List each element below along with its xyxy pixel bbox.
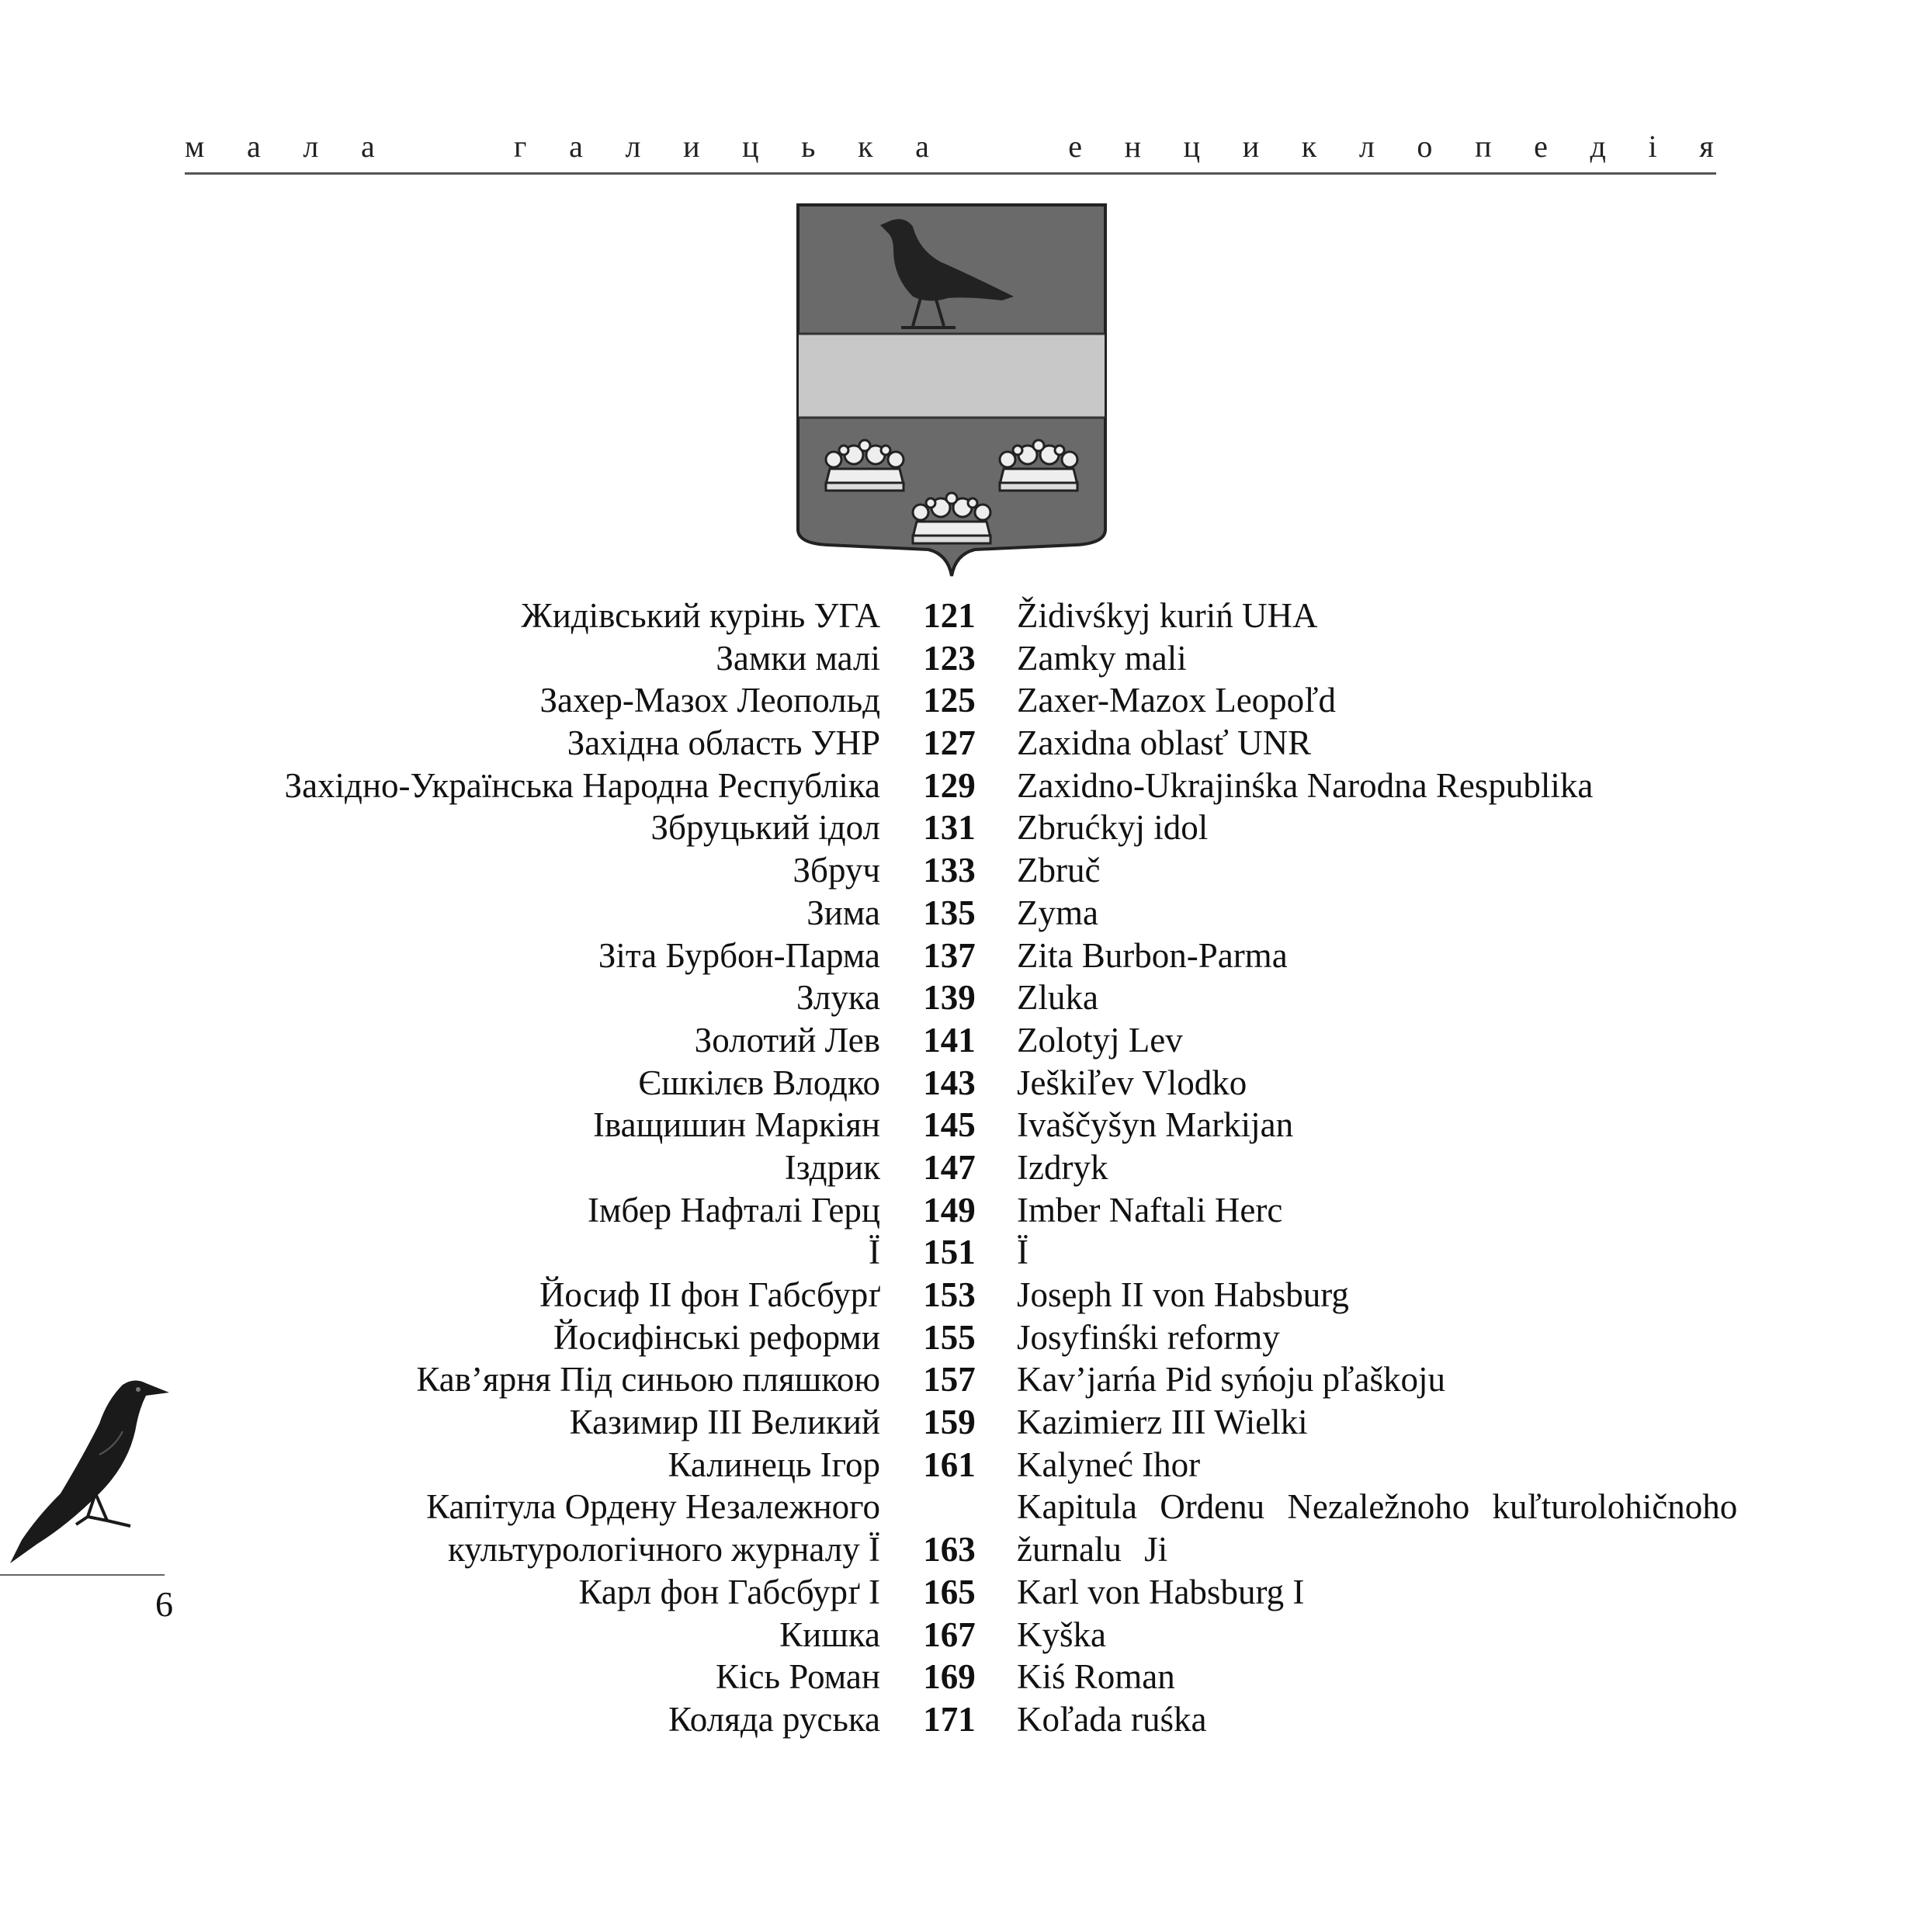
toc-title-ukr: Іздрик (784, 1147, 880, 1187)
toc-title-latin: Ješkiľev Vlodko (1017, 1063, 1247, 1102)
toc-title-ukr (426, 1486, 880, 1570)
toc-entry[interactable] (0, 1444, 1932, 1486)
toc-page-number: 167 (923, 1615, 976, 1654)
raven-illustration-icon (6, 1361, 193, 1571)
toc-title-ukr: Кісь Роман (715, 1657, 880, 1697)
toc-title-ukr: Західна область УНР (567, 723, 880, 763)
toc-entry[interactable] (0, 1698, 1932, 1741)
toc-title-ukr: Жидівський курінь УГА (521, 596, 880, 635)
toc-title-latin: Zaxidna oblasť UNR (1017, 723, 1312, 763)
bird-rule (0, 1574, 165, 1576)
toc-title-ukr: Йосиф ІІ фон Габсбурґ (539, 1275, 880, 1314)
toc-entry[interactable] (0, 722, 1932, 765)
toc-title-latin: Joseph II von Habsburg (1017, 1275, 1349, 1314)
header-letter: д (1590, 128, 1606, 164)
toc-title-latin: Kiś Roman (1017, 1657, 1175, 1697)
toc-title-ukr: Імбер Нафталі Герц (587, 1190, 880, 1230)
header-letter: ь (801, 128, 816, 164)
toc-title-ukr: Єшкілєв Влодко (638, 1063, 880, 1102)
toc-entry[interactable] (0, 637, 1932, 680)
toc-entry[interactable] (0, 1062, 1932, 1105)
toc-page-number: 123 (923, 638, 976, 678)
toc-entry[interactable] (0, 1189, 1932, 1232)
header-letter: а (569, 128, 583, 164)
toc-page-number: 127 (923, 723, 976, 763)
header-letter: е (1068, 128, 1082, 164)
toc-page-number: 135 (923, 893, 976, 932)
header-letter: л (625, 128, 641, 164)
toc-page-number: 155 (923, 1317, 976, 1357)
header-letter: е (1534, 128, 1548, 164)
toc-title-ukr: Захер-Мазох Леопольд (539, 681, 880, 720)
toc-page-number: 137 (923, 935, 976, 975)
toc-title-ukr: Кишка (779, 1615, 880, 1654)
header-letter: н (1124, 128, 1141, 164)
toc-title-latin: Kalyneć Ihor (1017, 1445, 1201, 1484)
toc-page-number: 145 (923, 1105, 976, 1145)
toc-title-ukr: Злука (796, 978, 880, 1018)
running-header (185, 128, 1714, 164)
toc-title-latin: Zbrućkyj idol (1017, 808, 1209, 848)
toc-page-number: 151 (923, 1233, 976, 1272)
toc-entry[interactable] (0, 849, 1932, 892)
toc-entry[interactable] (0, 935, 1932, 977)
toc-title-latin: Zita Burbon-Parma (1017, 935, 1288, 975)
toc-page-number: 121 (923, 596, 976, 635)
toc-title-latin: Josyfinśki reformy (1017, 1317, 1280, 1357)
toc-entry[interactable] (0, 1104, 1932, 1146)
toc-title-latin: Zaxer-Mazox Leopoľd (1017, 681, 1336, 720)
header-letter: л (303, 128, 319, 164)
toc-title-ukr-line: Капітула Ордену Незалежного (426, 1487, 880, 1527)
toc-entry[interactable] (0, 1231, 1932, 1274)
toc-title-ukr: Ї (869, 1233, 880, 1272)
toc-page-number: 171 (923, 1699, 976, 1739)
toc-entry[interactable] (0, 1486, 1932, 1570)
header-letter: л (1358, 128, 1375, 164)
toc-entry[interactable] (0, 976, 1932, 1019)
toc-title-latin: Koľada ruśka (1017, 1699, 1207, 1739)
toc-title-ukr: Йосифінські реформи (553, 1317, 880, 1357)
toc-title-latin: Izdryk (1017, 1147, 1108, 1187)
toc-page-number: 147 (923, 1147, 976, 1187)
toc-page-number: 125 (923, 681, 976, 720)
toc-title-latin: Ï (1017, 1233, 1028, 1272)
toc-page-number: 149 (923, 1190, 976, 1230)
header-letter: ц (742, 128, 759, 164)
toc-entry[interactable] (0, 1146, 1932, 1189)
toc-title-ukr: Карл фон Габсбурґ І (578, 1572, 880, 1611)
toc-title-ukr: Казимир ІІІ Великий (569, 1403, 880, 1442)
toc-entry[interactable] (0, 1358, 1932, 1401)
header-letter: а (246, 128, 261, 164)
toc-title-latin (1017, 1486, 1754, 1570)
toc-page-number: 169 (923, 1657, 976, 1697)
toc-page-number: 159 (923, 1403, 976, 1442)
toc-title-ukr-line: культурологічного журналу Ї (448, 1530, 880, 1570)
toc-title-latin: Karl von Habsburg I (1017, 1572, 1305, 1611)
toc-title-ukr: Коляда руська (668, 1699, 880, 1739)
toc-page-number: 153 (923, 1275, 976, 1314)
toc-title-ukr: Калинець Ігор (668, 1445, 880, 1484)
toc-title-ukr: Збруч (793, 851, 880, 890)
header-letter: к (858, 128, 873, 164)
toc-entry[interactable] (0, 892, 1932, 935)
header-letter: а (915, 128, 929, 164)
toc-page-number: 141 (923, 1020, 976, 1060)
header-letter: м (185, 128, 205, 164)
toc-title-latin: Ivaščyšyn Markijan (1017, 1105, 1294, 1145)
toc-title-latin: Kazimierz III Wielki (1017, 1403, 1308, 1442)
toc-title-latin: Zluka (1017, 978, 1098, 1018)
toc-entry[interactable] (0, 679, 1932, 722)
toc-title-latin: Zaxidno-Ukrajinśka Narodna Respublika (1017, 765, 1594, 805)
toc-entry[interactable] (0, 806, 1932, 849)
toc-entry[interactable] (0, 1656, 1932, 1698)
toc-title-ukr: Збруцький ідол (650, 808, 880, 848)
toc-title-latin-line: Kapitula Ordenu Nezaležnoho kuľturolohičnoho (1017, 1487, 1738, 1527)
header-letter: я (1699, 128, 1714, 164)
toc-entry[interactable] (0, 1316, 1932, 1359)
header-letter: и (1242, 128, 1260, 164)
toc-title-ukr: Зима (806, 893, 880, 932)
toc-title-latin: Zbruč (1017, 851, 1101, 890)
toc-page-number: 143 (923, 1063, 976, 1102)
toc-title-latin: Imber Naftali Herc (1017, 1190, 1283, 1230)
toc-entry[interactable] (0, 1571, 1932, 1614)
toc-entry[interactable] (0, 1614, 1932, 1656)
toc-title-latin: Zolotyj Lev (1017, 1020, 1183, 1060)
header-letter: і (1648, 128, 1657, 164)
toc-page-number: 129 (923, 765, 976, 805)
toc-entry[interactable] (0, 595, 1932, 637)
toc-page-number: 139 (923, 978, 976, 1018)
toc-title-latin: Židivśkyj kuriń UHA (1017, 596, 1318, 635)
page-number: 6 (155, 1584, 173, 1624)
toc-title-latin: Zyma (1017, 893, 1098, 932)
toc-entry[interactable] (0, 1019, 1932, 1062)
toc-title-latin-line: žurnalu Ji (1017, 1530, 1168, 1570)
toc-title-latin: Kyška (1017, 1615, 1106, 1654)
header-letter: а (360, 128, 375, 164)
toc-entry[interactable] (0, 1401, 1932, 1444)
toc-page-number: 163 (923, 1530, 976, 1570)
toc-entry[interactable] (0, 765, 1932, 807)
toc-entry[interactable] (0, 1274, 1932, 1316)
toc-title-ukr: Золотий Лев (694, 1020, 880, 1060)
toc-page-number: 133 (923, 851, 976, 890)
table-of-contents (0, 595, 1932, 1741)
toc-page-number: 131 (923, 808, 976, 848)
header-letter: г (514, 128, 527, 164)
header-letter: ц (1183, 128, 1201, 164)
toc-title-ukr: Іващишин Маркіян (592, 1105, 880, 1145)
header-letter: к (1301, 128, 1317, 164)
toc-title-latin: Kav’jarńa Pid syńoju pľaškoju (1017, 1360, 1445, 1400)
toc-page-number: 161 (923, 1445, 976, 1484)
header-letter: и (683, 128, 700, 164)
toc-title-latin: Zamky mali (1017, 638, 1187, 678)
header-letter: о (1417, 128, 1433, 164)
header-rule (185, 172, 1716, 175)
toc-title-ukr: Кав’ярня Під синьою пляшкою (416, 1360, 880, 1400)
toc-page-number: 157 (923, 1360, 976, 1400)
toc-title-ukr: Зіта Бурбон-Парма (598, 935, 880, 975)
header-letter: п (1475, 128, 1492, 164)
toc-title-ukr: Замки малі (716, 638, 880, 678)
toc-page-number: 165 (923, 1572, 976, 1611)
coat-of-arms (796, 203, 1107, 578)
toc-title-ukr: Західно-Українська Народна Республіка (284, 765, 880, 805)
